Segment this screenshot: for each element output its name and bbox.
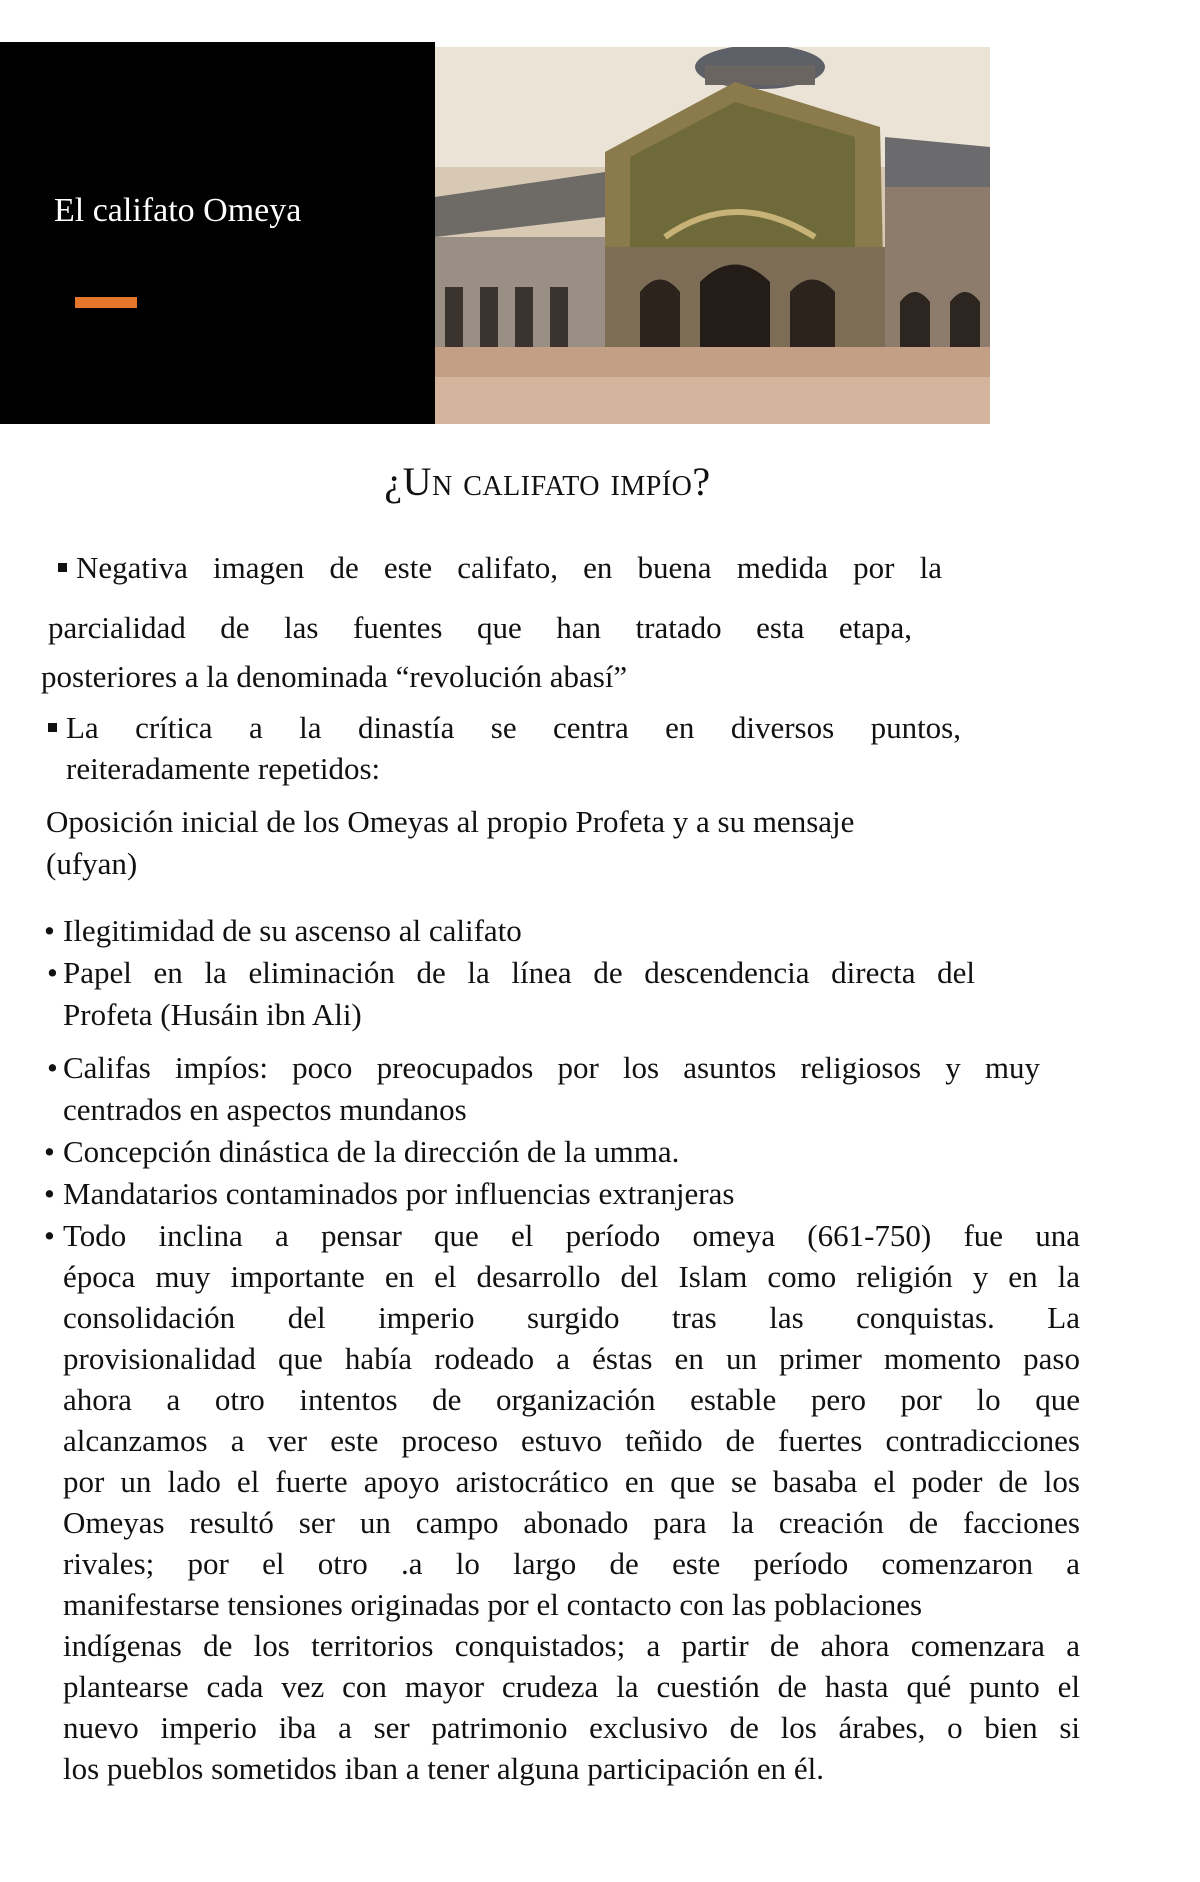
paragraph-line: indígenas de los territorios conquistados; a partir de ahora comenzara a	[63, 1628, 1080, 1663]
bullet-icon: •	[44, 1176, 55, 1211]
intro-line: La crítica a la dinastía se centra en diversos puntos,	[66, 710, 961, 745]
paragraph-line: alcanzamos a ver este proceso estuvo teñido de fuertes contradicciones	[63, 1423, 1080, 1458]
list-item: Mandatarios contaminados por influencias extranjeras	[63, 1176, 735, 1211]
intro-line: (ufyan)	[46, 846, 138, 881]
intro-line: posteriores a la denominada “revolución abasí”	[41, 659, 628, 694]
title-banner	[0, 42, 435, 424]
accent-bar	[75, 297, 137, 308]
paragraph-line: provisionalidad que había rodeado a éstas en un primer momento paso	[63, 1341, 1080, 1376]
list-item: Ilegitimidad de su ascenso al califato	[63, 913, 522, 948]
paragraph-line: rivales; por el otro .a lo largo de este período comenzaron a	[63, 1546, 1080, 1581]
bullet-icon: •	[47, 955, 58, 990]
list-item: Papel en la eliminación de la línea de descendencia directa del	[63, 955, 975, 990]
paragraph-line: consolidación del imperio surgido tras las conquistas. La	[63, 1300, 1080, 1335]
mosque-photo	[435, 47, 990, 424]
paragraph-line: ahora a otro intentos de organización estable pero por lo que	[63, 1382, 1080, 1417]
bullet-icon: •	[44, 1134, 55, 1169]
paragraph-line: los pueblos sometidos iban a tener alguna participación en él.	[63, 1751, 824, 1786]
paragraph-line: plantearse cada vez con mayor crudeza la cuestión de hasta qué punto el	[63, 1669, 1080, 1704]
paragraph-line: Omeyas resultó ser un campo abonado para la creación de facciones	[63, 1505, 1080, 1540]
list-item: Califas impíos: poco preocupados por los asuntos religiosos y muy	[63, 1050, 1040, 1085]
paragraph-line: época muy importante en el desarrollo del Islam como religión y en la	[63, 1259, 1080, 1294]
bullet-icon: •	[44, 1218, 55, 1253]
intro-line: parcialidad de las fuentes que han tratado esta etapa,	[48, 610, 912, 645]
list-item: Profeta (Husáin ibn Ali)	[63, 997, 362, 1032]
intro-line: Oposición inicial de los Omeyas al propio Profeta y a su mensaje	[46, 804, 855, 839]
square-bullet-icon	[48, 710, 63, 746]
paragraph-line: por un lado el fuerte apoyo aristocrático en que se basaba el poder de los	[63, 1464, 1080, 1499]
section-heading: ¿Un califato impío?	[384, 459, 711, 504]
bullet-icon: •	[47, 1050, 58, 1085]
paragraph-line: manifestarse tensiones originadas por el contacto con las poblaciones	[63, 1587, 923, 1622]
square-bullet-icon	[58, 550, 73, 586]
paragraph-line: Todo inclina a pensar que el período omeya (661-750) fue una	[63, 1218, 1080, 1253]
list-item: Concepción dinástica de la dirección de la umma.	[63, 1134, 680, 1169]
intro-line: Negativa imagen de este califato, en buena medida por la	[76, 550, 942, 585]
slide-title: El califato Omeya	[54, 192, 302, 229]
paragraph-line: nuevo imperio iba a ser patrimonio exclusivo de los árabes, o bien si	[63, 1710, 1080, 1745]
intro-line: reiteradamente repetidos:	[66, 751, 381, 786]
list-item: centrados en aspectos mundanos	[63, 1092, 467, 1127]
mosque-illustration	[435, 47, 990, 424]
bullet-icon: •	[44, 913, 55, 948]
